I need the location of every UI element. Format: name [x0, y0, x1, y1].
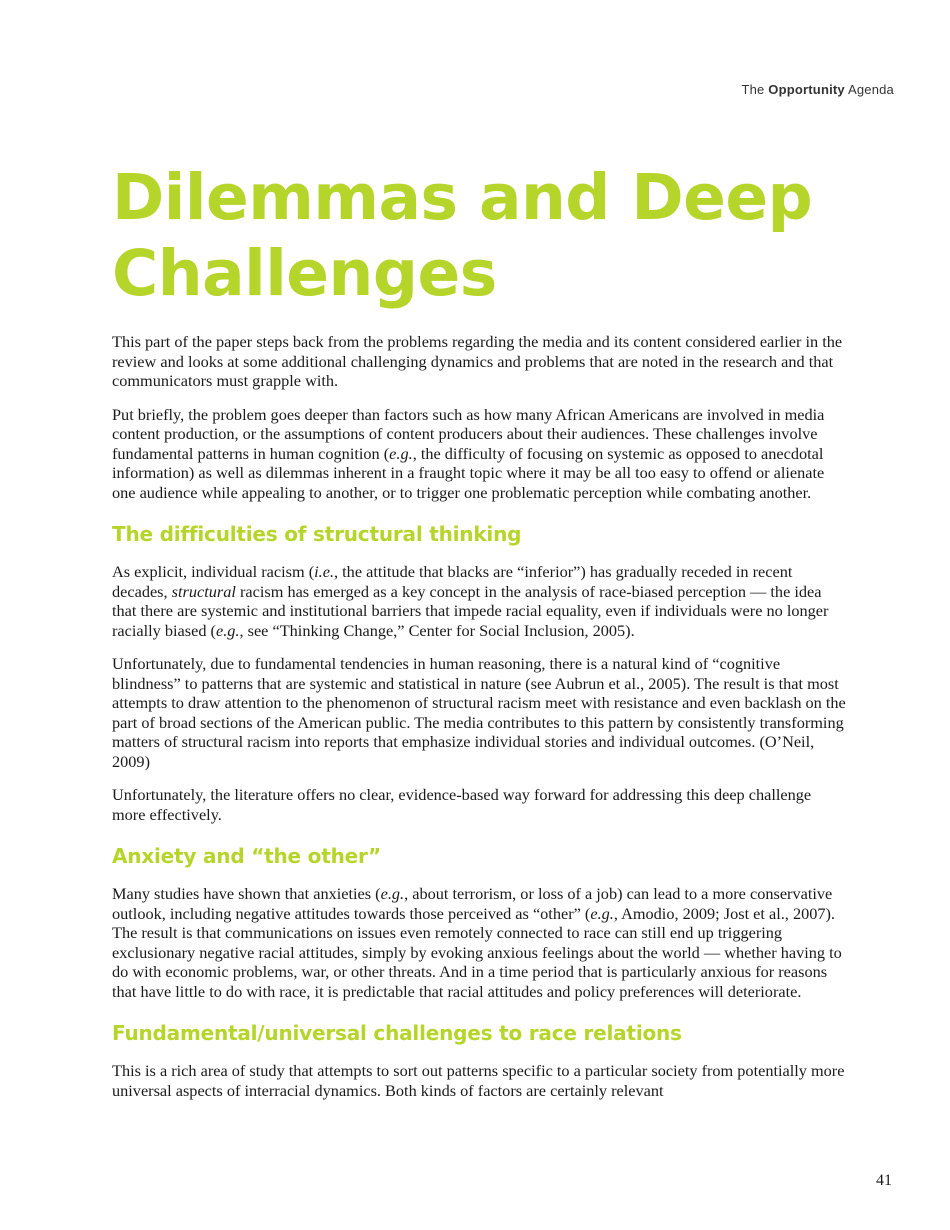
intro-paragraph-1: This part of the paper steps back from the problems regarding the media and its content considered earlier in the review and looks at some additional challenging dynamics and problems that are noted in the research and that communicators must grapple with.	[112, 332, 843, 390]
page-content	[112, 160, 847, 1114]
anxiety-paragraph-1: Many studies have shown that anxieties (e.g., about terrorism, or loss of a job) can lead to a more conservative outlook, including negative attitudes towards those perceived as “other” (e.g., Amodio, 2009; Jost et al., 2007). The result is that communications on issues even remotely connected to race can still end up triggering exclusionary negative racial attitudes, simply by evoking anxious feelings about the world — whether having to do with economic problems, war, or other threats. And in a time period that is particularly anxious for reasons that have little to do with race, it is predictable that racial attitudes and policy preferences will deteriorate.	[112, 884, 842, 1001]
structural-paragraph-2: Unfortunately, due to fundamental tendencies in human reasoning, there is a natural kind of “cognitive blindness” to patterns that are systemic and statistical in nature (see Aubrun et al., 2005). The result is that most attempts to draw attention to the phenomenon of structural racism meet with resistance and even backlash on the part of broad sections of the American public. The media contributes to this pattern by consistently transforming matters of structural racism into reports that emphasize individual stories and individual outcomes. (O’Neil, 2009)	[112, 654, 846, 771]
header-brand: Opportunity	[768, 82, 845, 97]
structural-paragraph-3: Unfortunately, the literature offers no clear, evidence-based way forward for addressing this deep challenge more effectively.	[112, 785, 812, 824]
section-heading-anxiety: Anxiety and “the other”	[112, 844, 381, 868]
page-title	[112, 160, 847, 312]
header-suffix: Agenda	[847, 82, 894, 97]
page-title-line1: Dilemmas and Deep	[112, 161, 813, 234]
header-prefix: The	[741, 82, 765, 97]
section-heading-structural-thinking: The difficulties of structural thinking	[112, 522, 522, 546]
page-number: 41	[876, 1172, 892, 1189]
page-title-line2: Challenges	[112, 237, 497, 310]
structural-paragraph-1: As explicit, individual racism (i.e., the attitude that blacks are “inferior”) has gradually receded in recent decades, structural racism has emerged as a key concept in the analysis of race-biased perception — the idea that there are systemic and institutional barriers that impede racial equality, even if individuals were no longer racially biased (e.g., see “Thinking Change,” Center for Social Inclusion, 2005).	[112, 562, 829, 640]
running-header	[741, 82, 894, 97]
section-heading-race-relations: Fundamental/universal challenges to race relations	[112, 1021, 682, 1045]
race-relations-paragraph-1: This is a rich area of study that attempts to sort out patterns specific to a particular society from potentially more universal aspects of interracial dynamics. Both kinds of factors are certainly relevant	[112, 1061, 845, 1100]
intro-paragraph-2: Put briefly, the problem goes deeper than factors such as how many African Americans are involved in media content production, or the assumptions of content producers about their audiences. These challenges involve fundamental patterns in human cognition (e.g., the difficulty of focusing on systemic as opposed to anecdotal information) as well as dilemmas inherent in a fraught topic where it may be all too easy to offend or alienate one audience while appealing to another, or to trigger one problematic perception while combating another.	[112, 404, 825, 502]
